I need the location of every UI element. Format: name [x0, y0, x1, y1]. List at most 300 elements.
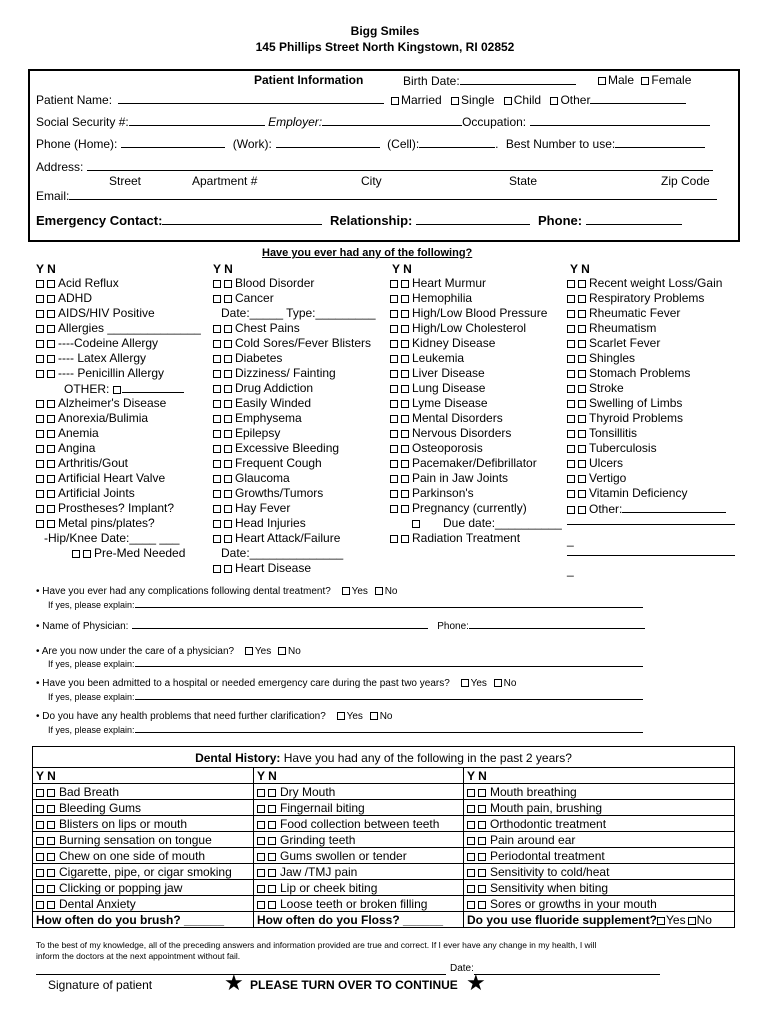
no-checkbox[interactable] — [578, 295, 586, 303]
no-checkbox[interactable] — [83, 550, 91, 558]
other-allergy-field[interactable] — [122, 381, 184, 393]
yes-checkbox[interactable] — [257, 853, 265, 861]
history-item — [390, 486, 474, 500]
no-checkbox[interactable] — [47, 885, 55, 893]
no-checkbox[interactable] — [578, 506, 586, 514]
yes-checkbox[interactable] — [567, 370, 575, 378]
no-checkbox[interactable] — [578, 355, 586, 363]
emergency-phone-field[interactable] — [586, 213, 682, 225]
no-checkbox[interactable] — [268, 821, 276, 829]
no-checkbox[interactable] — [578, 445, 586, 453]
relationship-label: Relationship: — [330, 213, 413, 228]
yes-checkbox[interactable] — [390, 475, 398, 483]
no-checkbox[interactable] — [401, 475, 409, 483]
no-checkbox[interactable] — [224, 535, 232, 543]
emergency-contact-label: Emergency Contact: — [36, 213, 163, 228]
no-checkbox[interactable] — [268, 837, 276, 845]
other-condition-line-1[interactable] — [567, 524, 735, 525]
yes-checkbox[interactable] — [36, 400, 44, 408]
yes-checkbox[interactable] — [213, 400, 221, 408]
q5-explain-field[interactable] — [135, 724, 643, 733]
yes-checkbox[interactable] — [213, 445, 221, 453]
yes-checkbox[interactable] — [213, 520, 221, 528]
no-checkbox[interactable] — [47, 355, 55, 363]
yes-checkbox[interactable] — [36, 821, 44, 829]
yn-header-1: Y N — [36, 262, 56, 276]
yes-checkbox[interactable] — [390, 355, 398, 363]
yes-checkbox[interactable] — [213, 565, 221, 573]
married-checkbox[interactable] — [391, 97, 399, 105]
yes-checkbox[interactable] — [390, 325, 398, 333]
no-checkbox[interactable] — [224, 505, 232, 513]
no-checkbox[interactable] — [47, 821, 55, 829]
no-checkbox[interactable] — [47, 837, 55, 845]
condition-label: Nervous Disorders — [412, 426, 512, 440]
history-item — [390, 501, 527, 515]
dental-item — [464, 896, 735, 912]
yes-checkbox[interactable] — [36, 280, 44, 288]
yes-checkbox[interactable] — [36, 789, 44, 797]
no-checkbox[interactable] — [268, 853, 276, 861]
employer-field[interactable] — [322, 114, 462, 126]
yes-checkbox[interactable] — [36, 355, 44, 363]
q3-yes-checkbox[interactable] — [245, 647, 253, 655]
yes-checkbox[interactable] — [36, 370, 44, 378]
yes-checkbox[interactable] — [257, 805, 265, 813]
yes-checkbox[interactable] — [36, 475, 44, 483]
no-checkbox[interactable] — [578, 340, 586, 348]
child-label: Child — [513, 93, 542, 107]
yes-checkbox[interactable] — [213, 415, 221, 423]
no-checkbox[interactable] — [224, 475, 232, 483]
yes-checkbox[interactable] — [36, 869, 44, 877]
no-checkbox[interactable] — [47, 415, 55, 423]
yes-checkbox[interactable] — [567, 385, 575, 393]
condition-label: Glaucoma — [235, 471, 290, 485]
no-checkbox[interactable] — [47, 505, 55, 513]
yes-checkbox[interactable] — [257, 869, 265, 877]
date-line[interactable] — [474, 974, 660, 975]
yes-label: Yes — [346, 711, 363, 722]
yes-checkbox[interactable] — [467, 869, 475, 877]
dental-item — [464, 832, 735, 848]
table-row — [33, 880, 735, 896]
child-checkbox[interactable] — [504, 97, 512, 105]
history-item — [213, 396, 311, 410]
no-checkbox[interactable] — [224, 340, 232, 348]
single-checkbox[interactable] — [451, 97, 459, 105]
yes-checkbox[interactable] — [390, 490, 398, 498]
yes-checkbox[interactable] — [213, 430, 221, 438]
no-checkbox[interactable] — [578, 325, 586, 333]
yes-checkbox[interactable] — [567, 506, 575, 514]
no-checkbox[interactable] — [47, 869, 55, 877]
yes-checkbox[interactable] — [213, 340, 221, 348]
yes-checkbox[interactable] — [213, 325, 221, 333]
condition-label: Leukemia — [412, 351, 465, 365]
yes-checkbox[interactable] — [467, 789, 475, 797]
q1-yes-checkbox[interactable] — [342, 587, 350, 595]
q1-explain-field[interactable] — [135, 599, 643, 608]
no-checkbox[interactable] — [401, 445, 409, 453]
condition-label: -Hip/Knee Date:____ ___ — [44, 531, 180, 545]
no-checkbox[interactable] — [401, 340, 409, 348]
q5-yes-checkbox[interactable] — [337, 712, 345, 720]
no-checkbox[interactable] — [224, 445, 232, 453]
due-date-checkbox[interactable] — [412, 520, 420, 528]
no-checkbox[interactable] — [268, 885, 276, 893]
yes-checkbox[interactable] — [36, 460, 44, 468]
emergency-contact-field[interactable] — [162, 213, 322, 225]
yes-checkbox[interactable] — [390, 340, 398, 348]
history-item — [36, 456, 128, 470]
yes-checkbox[interactable] — [36, 490, 44, 498]
other-status-field[interactable] — [590, 92, 686, 104]
yes-checkbox[interactable] — [257, 821, 265, 829]
gender-group — [598, 73, 691, 87]
physician-field[interactable] — [132, 619, 428, 629]
yes-checkbox[interactable] — [467, 805, 475, 813]
yes-checkbox[interactable] — [567, 460, 575, 468]
history-item — [390, 381, 485, 395]
condition-label: Kidney Disease — [412, 336, 496, 350]
occupation-field[interactable] — [530, 114, 710, 126]
yes-checkbox[interactable] — [36, 340, 44, 348]
ssn-label: Social Security #: — [36, 115, 129, 129]
ssn-field[interactable] — [129, 114, 265, 126]
condition-label: Metal pins/plates? — [58, 516, 155, 530]
no-checkbox[interactable] — [47, 853, 55, 861]
no-checkbox[interactable] — [47, 475, 55, 483]
female-label: Female — [651, 73, 692, 87]
q3-explain-field[interactable] — [135, 658, 643, 667]
history-item — [213, 486, 323, 500]
no-checkbox[interactable] — [47, 520, 55, 528]
fluoride-no-checkbox[interactable] — [688, 917, 696, 925]
no-checkbox[interactable] — [401, 325, 409, 333]
yes-checkbox[interactable] — [390, 400, 398, 408]
no-checkbox[interactable] — [401, 310, 409, 318]
yes-checkbox[interactable] — [390, 415, 398, 423]
q1-no-checkbox[interactable] — [375, 587, 383, 595]
bullet: • — [36, 586, 40, 597]
no-checkbox[interactable] — [478, 885, 486, 893]
yes-checkbox[interactable] — [467, 885, 475, 893]
yes-checkbox[interactable] — [567, 310, 575, 318]
dental-condition-label: Sensitivity when biting — [490, 880, 609, 895]
best-number-field[interactable] — [615, 136, 705, 148]
yes-checkbox[interactable] — [567, 445, 575, 453]
no-checkbox[interactable] — [224, 280, 232, 288]
no-checkbox[interactable] — [268, 805, 276, 813]
yes-checkbox[interactable] — [36, 295, 44, 303]
no-checkbox[interactable] — [401, 460, 409, 468]
city-label: City — [361, 174, 382, 188]
no-checkbox[interactable] — [224, 430, 232, 438]
yes-checkbox[interactable] — [390, 280, 398, 288]
history-title: Have you ever had any of the following? — [262, 247, 473, 259]
no-checkbox[interactable] — [401, 385, 409, 393]
no-checkbox[interactable] — [478, 869, 486, 877]
birth-date-field[interactable] — [460, 73, 576, 85]
other-checkbox[interactable] — [550, 97, 558, 105]
no-checkbox[interactable] — [401, 490, 409, 498]
yes-checkbox[interactable] — [36, 505, 44, 513]
yes-checkbox[interactable] — [213, 535, 221, 543]
history-item — [213, 426, 280, 440]
yes-checkbox[interactable] — [213, 295, 221, 303]
condition-label: Heart Attack/Failure — [235, 531, 341, 545]
condition-label: Epilepsy — [235, 426, 281, 440]
yes-checkbox[interactable] — [567, 415, 575, 423]
floss-frequency-question[interactable]: How often do you Floss? ______ — [254, 912, 464, 928]
dental-item — [464, 880, 735, 896]
yes-checkbox[interactable] — [467, 837, 475, 845]
condition-label: ----Codeine Allergy — [58, 336, 159, 350]
yes-checkbox[interactable] — [467, 901, 475, 909]
email-label: Email: — [36, 189, 70, 203]
yes-checkbox[interactable] — [257, 901, 265, 909]
no-checkbox[interactable] — [47, 430, 55, 438]
condition-label: Ulcers — [589, 456, 624, 470]
no-checkbox[interactable] — [578, 385, 586, 393]
yes-checkbox[interactable] — [36, 520, 44, 528]
yes-checkbox[interactable] — [36, 885, 44, 893]
phone-cell-field[interactable] — [419, 136, 495, 148]
yes-checkbox[interactable] — [257, 789, 265, 797]
history-item — [36, 291, 92, 305]
yes-checkbox[interactable] — [257, 885, 265, 893]
no-checkbox[interactable] — [224, 370, 232, 378]
no-checkbox[interactable] — [401, 535, 409, 543]
yes-checkbox[interactable] — [36, 805, 44, 813]
yes-checkbox[interactable] — [567, 430, 575, 438]
yes-checkbox[interactable] — [567, 475, 575, 483]
yes-checkbox[interactable] — [36, 837, 44, 845]
no-checkbox[interactable] — [268, 789, 276, 797]
no-checkbox[interactable] — [47, 445, 55, 453]
yes-checkbox[interactable] — [567, 355, 575, 363]
condition-label: Alzheimer's Disease — [58, 396, 167, 410]
history-item — [567, 426, 637, 440]
bullet: • — [36, 711, 40, 722]
yes-checkbox[interactable] — [36, 430, 44, 438]
no-checkbox[interactable] — [401, 370, 409, 378]
no-checkbox[interactable] — [268, 869, 276, 877]
phone-work-field[interactable] — [276, 136, 380, 148]
history-item — [390, 471, 508, 485]
no-checkbox[interactable] — [478, 789, 486, 797]
q4-explain-field[interactable] — [135, 691, 643, 700]
yes-checkbox[interactable] — [390, 430, 398, 438]
q5-no-checkbox[interactable] — [370, 712, 378, 720]
history-item — [390, 321, 526, 335]
yes-checkbox[interactable] — [213, 355, 221, 363]
no-checkbox[interactable] — [401, 355, 409, 363]
dental-item — [33, 784, 254, 800]
no-checkbox[interactable] — [578, 460, 586, 468]
yes-checkbox[interactable] — [213, 505, 221, 513]
yes-checkbox[interactable] — [72, 550, 80, 558]
dental-item — [254, 880, 464, 896]
emergency-row — [36, 213, 682, 228]
yes-checkbox[interactable] — [36, 853, 44, 861]
no-checkbox[interactable] — [578, 430, 586, 438]
no-checkbox[interactable] — [578, 490, 586, 498]
yes-checkbox[interactable] — [213, 490, 221, 498]
signature-label: Signature of patient — [48, 978, 153, 992]
no-checkbox[interactable] — [401, 280, 409, 288]
yes-checkbox[interactable] — [36, 325, 44, 333]
no-checkbox[interactable] — [47, 805, 55, 813]
no-checkbox[interactable] — [47, 325, 55, 333]
no-checkbox[interactable] — [578, 415, 586, 423]
other-condition-line-2[interactable] — [567, 555, 735, 556]
dental-condition-label: Bleeding Gums — [59, 800, 142, 815]
no-checkbox[interactable] — [401, 505, 409, 513]
q1-text: Have you ever had any complications following dental treatment? — [42, 586, 331, 597]
no-checkbox[interactable] — [478, 901, 486, 909]
yes-checkbox[interactable] — [567, 340, 575, 348]
no-checkbox[interactable] — [578, 310, 586, 318]
yes-checkbox[interactable] — [567, 325, 575, 333]
dental-item — [464, 784, 735, 800]
history-item — [567, 471, 626, 485]
history-item — [36, 501, 174, 515]
male-checkbox[interactable] — [598, 77, 606, 85]
no-checkbox[interactable] — [47, 280, 55, 288]
q3-no-checkbox[interactable] — [278, 647, 286, 655]
q4-yes-checkbox[interactable] — [461, 679, 469, 687]
no-checkbox[interactable] — [47, 310, 55, 318]
female-checkbox[interactable] — [641, 77, 649, 85]
physician-phone-field[interactable] — [469, 619, 645, 629]
history-item — [213, 351, 282, 365]
history-item — [390, 306, 547, 320]
history-item — [390, 426, 511, 440]
no-checkbox[interactable] — [401, 400, 409, 408]
male-label: Male — [608, 73, 635, 87]
yes-checkbox[interactable] — [213, 475, 221, 483]
no-checkbox[interactable] — [47, 901, 55, 909]
no-checkbox[interactable] — [224, 385, 232, 393]
yes-checkbox[interactable] — [390, 310, 398, 318]
condition-label: Parkinson's — [412, 486, 474, 500]
table-row — [33, 848, 735, 864]
patient-name-field[interactable] — [118, 92, 384, 104]
yes-checkbox[interactable] — [567, 280, 575, 288]
no-checkbox[interactable] — [47, 490, 55, 498]
no-checkbox[interactable] — [224, 415, 232, 423]
no-checkbox[interactable] — [578, 475, 586, 483]
yes-checkbox[interactable] — [567, 490, 575, 498]
no-checkbox[interactable] — [578, 280, 586, 288]
yes-checkbox[interactable] — [390, 505, 398, 513]
no-checkbox[interactable] — [478, 837, 486, 845]
condition-label: Stomach Problems — [589, 366, 691, 380]
address-field[interactable] — [87, 159, 713, 171]
no-checkbox[interactable] — [47, 295, 55, 303]
history-item — [567, 486, 687, 500]
history-item — [213, 366, 336, 380]
no-checkbox[interactable] — [47, 340, 55, 348]
no-checkbox[interactable] — [478, 805, 486, 813]
yes-checkbox[interactable] — [390, 370, 398, 378]
condition-label: Diabetes — [235, 351, 283, 365]
yes-checkbox[interactable] — [567, 400, 575, 408]
no-checkbox[interactable] — [47, 370, 55, 378]
no-checkbox[interactable] — [401, 295, 409, 303]
yes-checkbox[interactable] — [36, 415, 44, 423]
email-field[interactable] — [69, 188, 717, 200]
yes-checkbox[interactable] — [257, 837, 265, 845]
no-checkbox[interactable] — [47, 400, 55, 408]
yes-checkbox[interactable] — [390, 445, 398, 453]
relationship-field[interactable] — [416, 213, 530, 225]
no-checkbox[interactable] — [224, 490, 232, 498]
street-label: Street — [109, 174, 142, 188]
no-checkbox[interactable] — [401, 415, 409, 423]
no-checkbox[interactable] — [224, 295, 232, 303]
yes-checkbox[interactable] — [467, 821, 475, 829]
no-checkbox[interactable] — [224, 520, 232, 528]
history-item — [72, 546, 185, 560]
no-checkbox[interactable] — [478, 853, 486, 861]
history-item — [567, 441, 657, 455]
table-row — [33, 784, 735, 800]
no-checkbox[interactable] — [578, 370, 586, 378]
yes-checkbox[interactable] — [567, 295, 575, 303]
phone-work-label: (Work): — [232, 137, 272, 151]
no-checkbox[interactable] — [268, 901, 276, 909]
condition-label: Scarlet Fever — [589, 336, 661, 350]
other-condition-field[interactable] — [622, 501, 726, 513]
yes-checkbox[interactable] — [390, 460, 398, 468]
fluoride-yes-checkbox[interactable] — [657, 917, 665, 925]
history-item — [36, 531, 179, 545]
q5-explain — [48, 724, 643, 735]
yes-checkbox[interactable] — [390, 535, 398, 543]
yes-checkbox[interactable] — [36, 901, 44, 909]
other-allergy-checkbox[interactable] — [113, 386, 121, 394]
no-checkbox[interactable] — [224, 460, 232, 468]
yes-checkbox[interactable] — [213, 385, 221, 393]
yes-checkbox[interactable] — [390, 385, 398, 393]
yes-checkbox[interactable] — [467, 853, 475, 861]
brush-frequency-question[interactable]: How often do you brush? ______ — [33, 912, 254, 928]
no-checkbox[interactable] — [224, 355, 232, 363]
no-checkbox[interactable] — [224, 325, 232, 333]
phone-cell-label: (Cell): — [387, 137, 420, 151]
q4-no-checkbox[interactable] — [494, 679, 502, 687]
no-checkbox[interactable] — [401, 430, 409, 438]
yes-checkbox[interactable] — [390, 295, 398, 303]
yes-checkbox[interactable] — [213, 460, 221, 468]
no-checkbox[interactable] — [224, 400, 232, 408]
no-checkbox[interactable] — [478, 821, 486, 829]
dental-item — [254, 896, 464, 912]
phone-home-field[interactable] — [121, 136, 225, 148]
yes-checkbox[interactable] — [36, 310, 44, 318]
yes-checkbox[interactable] — [36, 445, 44, 453]
no-checkbox[interactable] — [47, 789, 55, 797]
yes-checkbox[interactable] — [213, 370, 221, 378]
no-checkbox[interactable] — [224, 565, 232, 573]
dental-condition-label: Burning sensation on tongue — [59, 832, 212, 847]
no-checkbox[interactable] — [47, 460, 55, 468]
yes-checkbox[interactable] — [213, 280, 221, 288]
no-checkbox[interactable] — [578, 400, 586, 408]
